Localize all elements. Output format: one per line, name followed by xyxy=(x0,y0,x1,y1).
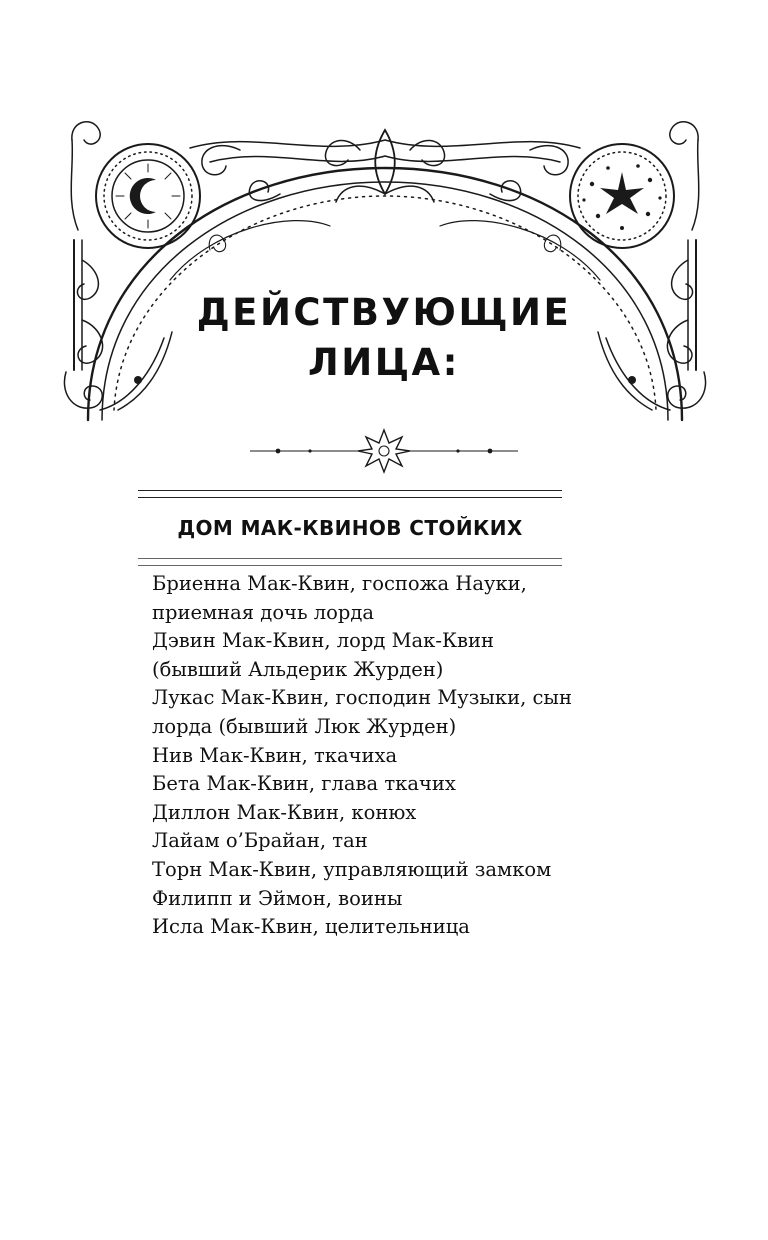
list-item: Филипп и Эймон, воины xyxy=(152,886,403,910)
list-item: (бывший Альдерик Журден) xyxy=(152,657,444,681)
stars-medallion-icon xyxy=(570,144,674,248)
list-item: Торн Мак-Квин, управляющий замком xyxy=(152,857,552,881)
bottom-double-rule xyxy=(138,558,562,566)
chapter-title-line2: ЛИЦА: xyxy=(308,341,460,384)
chapter-title xyxy=(0,288,768,388)
center-fleur-icon xyxy=(325,130,444,202)
chapter-title-line1: ДЕЙСТВУЮЩИЕ xyxy=(196,291,572,334)
house-section xyxy=(138,490,562,566)
house-title: ДОМ МАК-КВИНОВ СТОЙКИХ xyxy=(177,516,523,540)
character-list xyxy=(152,570,622,942)
list-item: Исла Мак-Квин, целительница xyxy=(152,915,470,939)
list-item: Лайам о’Брайан, тан xyxy=(152,829,368,853)
list-item: Бета Мак-Квин, глава ткачих xyxy=(152,772,456,796)
moon-sun-medallion-icon xyxy=(96,144,200,248)
list-item: Дэвин Мак-Квин, лорд Мак-Квин xyxy=(152,629,495,653)
list-item: Лукас Мак-Квин, господин Музыки, сын xyxy=(152,686,572,710)
star-divider-icon xyxy=(250,428,518,474)
list-item: Диллон Мак-Квин, конюх xyxy=(152,800,417,824)
list-item: Нив Мак-Квин, ткачиха xyxy=(152,743,398,767)
list-item: лорда (бывший Люк Журден) xyxy=(152,714,457,738)
list-item: Бриенна Мак-Квин, госпожа Науки, xyxy=(152,572,527,595)
top-double-rule xyxy=(138,490,562,498)
list-item: приемная дочь лорда xyxy=(152,600,375,624)
